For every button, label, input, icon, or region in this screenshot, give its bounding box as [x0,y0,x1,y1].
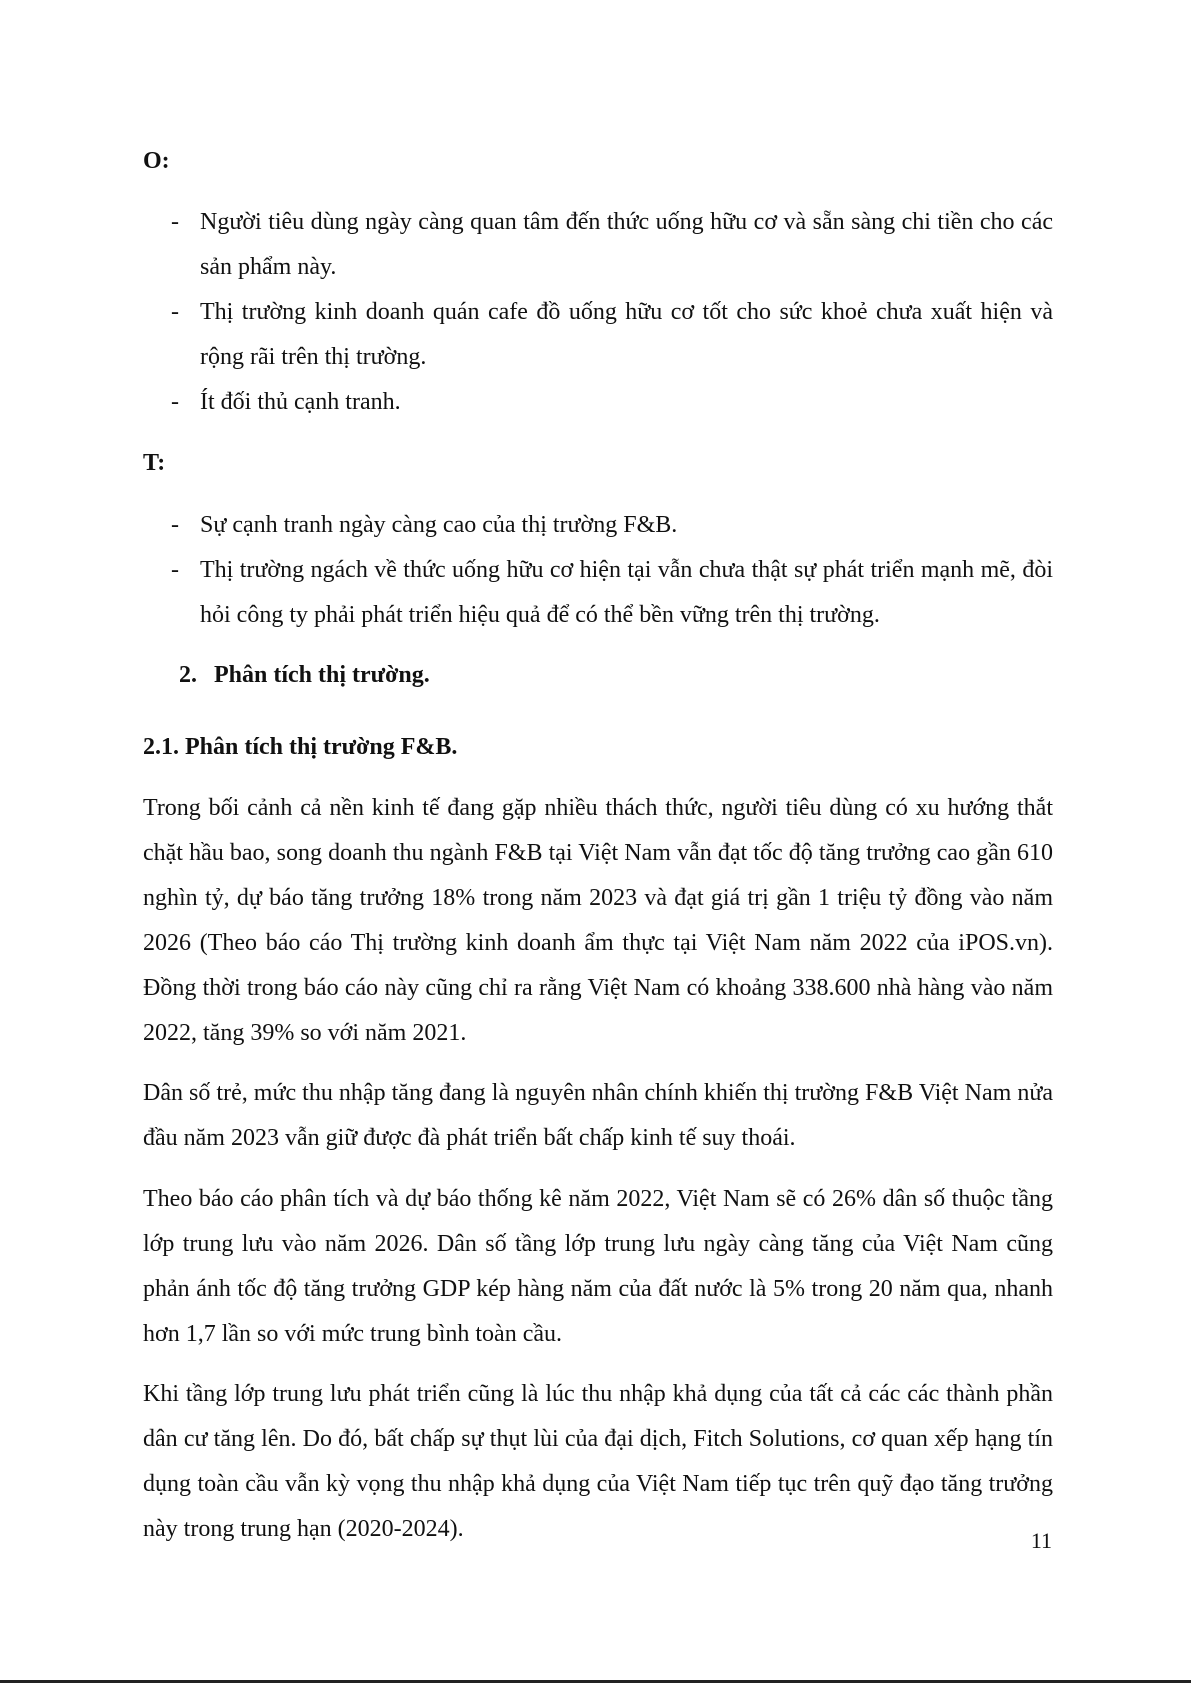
bottom-divider [0,1680,1191,1683]
bullet-dash: - [171,512,179,538]
list-item-text: Thị trường kinh doanh quán cafe đồ uống hữu cơ tốt cho sức khoẻ chưa xuất hiện và rộng rãi trên thị trường. [200,299,1053,370]
list-item [143,503,1053,548]
list-item-text: Thị trường ngách về thức uống hữu cơ hiện tại vẫn chưa thật sự phát triển mạnh mẽ, đòi hỏi công ty phải phát triển hiệu quả để có thể bền vững trên thị trường. [200,557,1053,628]
paragraph: Khi tầng lớp trung lưu phát triển cũng là lúc thu nhập khả dụng của tất cả các các thành phần dân cư tăng lên. Do đó, bất chấp sự thụt lùi của đại dịch, Fitch Solutions, cơ quan xếp hạng tín dụng toàn cầu vẫn kỳ vọng thu nhập khả dụng của Việt Nam tiếp tục trên quỹ đạo tăng trưởng này trong trung hạn (2020-2024). [143,1381,1053,1542]
opportunities-heading: O: [143,148,170,174]
list-item-text: Ít đối thủ cạnh tranh. [200,389,401,415]
paragraph: Trong bối cảnh cả nền kinh tế đang gặp nhiều thách thức, người tiêu dùng có xu hướng thắt chặt hầu bao, song doanh thu ngành F&B tại Việt Nam vẫn đạt tốc độ tăng trưởng cao gần 610 nghìn tỷ, dự báo tăng trưởng 18% trong năm 2023 và đạt giá trị gần 1 triệu tỷ đồng vào năm 2026 (Theo báo cáo Thị trường kinh doanh ẩm thực tại Việt Nam năm 2022 của iPOS.vn). Đồng thời trong báo cáo này cũng chỉ ra rằng Việt Nam có khoảng 338.600 nhà hàng vào năm 2022, tăng 39% so với năm 2021. [143,795,1053,1046]
paragraph: Dân số trẻ, mức thu nhập tăng đang là nguyên nhân chính khiến thị trường F&B Việt Nam nửa đầu năm 2023 vẫn giữ được đà phát triển bất chấp kinh tế suy thoái. [143,1080,1053,1151]
list-item-text: Người tiêu dùng ngày càng quan tâm đến thức uống hữu cơ và sẵn sàng chi tiền cho các sản phẩm này. [200,209,1053,280]
threats-heading: T: [143,450,166,476]
paragraph: Theo báo cáo phân tích và dự báo thống kê năm 2022, Việt Nam sẽ có 26% dân số thuộc tầng lớp trung lưu vào năm 2026. Dân số tầng lớp trung lưu ngày càng tăng của Việt Nam cũng phản ánh tốc độ tăng trưởng GDP kép hàng năm của đất nước là 5% trong 20 năm qua, nhanh hơn 1,7 lần so với mức trung bình toàn cầu. [143,1186,1053,1347]
opportunities-list [143,200,1053,425]
section-title-text: Phân tích thị trường. [214,662,430,688]
bullet-dash: - [171,557,179,583]
page-number: 11 [1030,1528,1052,1553]
list-item [143,290,1053,380]
bullet-dash: - [171,299,179,325]
list-item [143,200,1053,290]
section-2-title [179,660,430,690]
bullet-dash: - [171,209,179,235]
subsection-2-1-title: 2.1. Phân tích thị trường F&B. [143,734,458,760]
section-number: 2. [179,662,197,688]
list-item [143,548,1053,638]
list-item [143,380,1053,425]
bullet-dash: - [171,389,179,415]
list-item-text: Sự cạnh tranh ngày càng cao của thị trường F&B. [200,512,678,538]
threats-list [143,503,1053,638]
